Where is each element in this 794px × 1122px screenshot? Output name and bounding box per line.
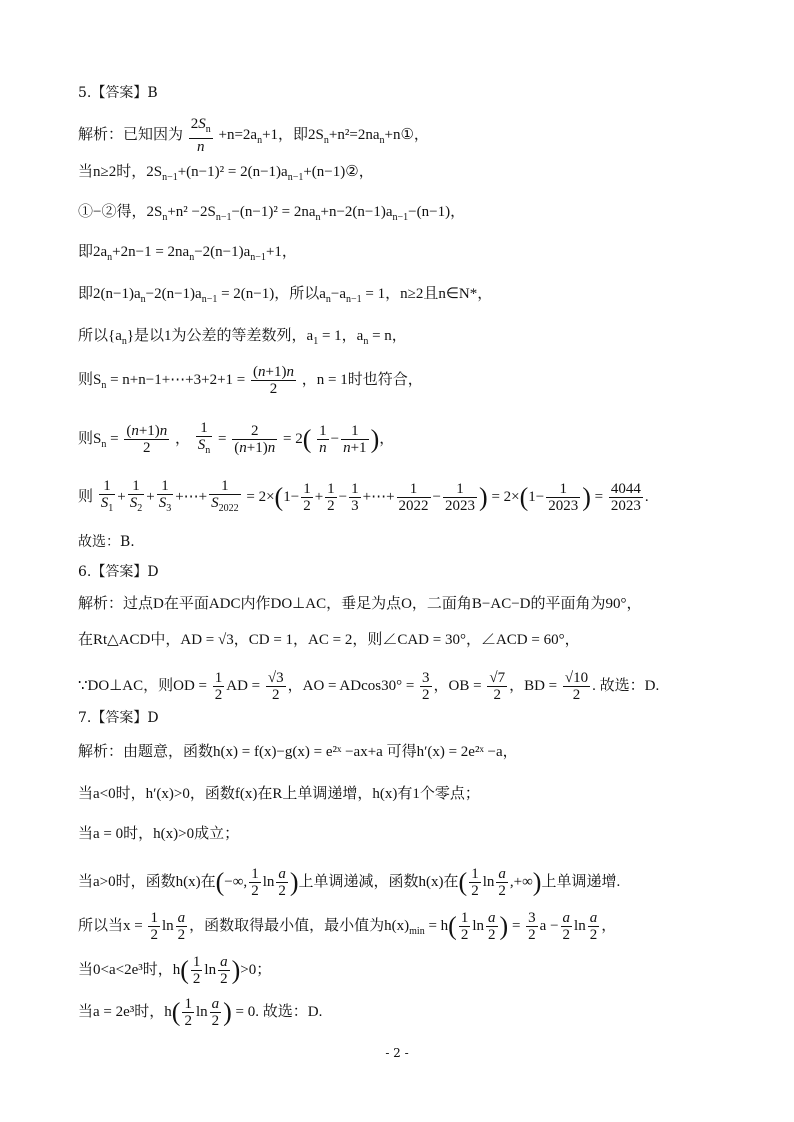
q6-line-3: ∵DO⊥AC，则OD = $\frac{1}{2}$ AD = $\frac{√3}{2}$ ，AO = ADcos30° = $\frac{3}{2}$ ，OB = $\frac{√7}{2}$ ，BD = $\frac{√10}{2}$ . 故选：D. [78, 670, 660, 703]
q5-line-8: 则$S_n$ = $\frac{(n+1)n}{2}$ ， $\frac{1}{S_n}$ = $\frac{2}{(n+1)n}$ = 2( $\frac{1}{n}$ − $\frac{1}{n+1}$ )， [78, 420, 395, 456]
q5-line-6: 所以$\{a_n\}$是以1为公差的等差数列，$a_1 = 1$，$a_n = n$， [78, 328, 407, 347]
page-number: - 2 - [385, 1046, 409, 1060]
q5-line-5: 即$2(n-1)a_n-2(n-1)a_{n-1} = 2(n-1)$，所以$a_n-a_{n-1} = 1$，n≥2且n∈N*， [78, 286, 493, 305]
q5-answer-heading: 5.【答案】B [78, 85, 158, 101]
q5-conclusion: 故选：B. [78, 534, 135, 550]
q5-line-9: 则 $\frac{1}{S_1}$ + $\frac{1}{S_2}$ + $\frac{1}{S_3}$ +⋯+ $\frac{1}{S_{2022}}$ = 2×(1− $\frac{1}{2}$ + $\frac{1}{2}$ − $\frac{1}{3}$ +⋯+ $\frac{1}{2022}$ − $\frac{1}{2023}$ ) = 2×(1− $\frac{1}{2023}$ ) = $\frac{4044}{2023}$ . [78, 478, 649, 514]
q5-line-7: 则$S_n$ = n+n−1+⋯+3+2+1 = $\frac{(n+1)n}{2}$ ，n = 1时也符合， [78, 364, 423, 397]
q7-line-1: 解析：由题意，函数h(x) = f(x)−g(x) = e²ˣ −ax+a 可得h′(x) = 2e²ˣ −a， [78, 744, 518, 760]
q7-line-3: 当a = 0时，h(x)>0成立； [78, 826, 240, 842]
q7-line-5: 所以当x = $\frac{1}{2}$ ln $\frac{a}{2}$ ，函数取得最小值，最小值为$h(x)_{min} = h$( $\frac{1}{2}$ ln $\frac{a}{2}$ ) = $\frac{3}{2}$ a − $\frac{a}{2}$ ln $\frac{a}{2}$ ， [78, 910, 617, 943]
q6-line-1: 解析：过点D在平面ADC内作DO⊥AC，垂足为点O，二面角B−AC−D的平面角为90°， [78, 596, 642, 612]
q7-line-7: 当a = 2e³时，h( $\frac{1}{2}$ ln $\frac{a}{2}$ ) = 0. 故选：D. [78, 996, 323, 1029]
q6-answer-heading: 6.【答案】D [78, 564, 159, 580]
q5-line-1: 解析：已知因为 $\frac{2S_n}{n}$ $+n=2a_n+1$，即$2S_n+n^2=2na_n+n①$， [78, 116, 429, 155]
q7-answer-heading: 7.【答案】D [78, 710, 159, 726]
q7-line-6: 当0<a<2e³时，h( $\frac{1}{2}$ ln $\frac{a}{2}$ )>0； [78, 954, 272, 987]
q5-line-3: ①−②得，$2S_n+n^2 -2S_{n-1}-(n-1)^2 = 2na_n+n-2(n-1)a_{n-1}-(n-1)$， [78, 204, 466, 223]
q7-line-4: 当a>0时，函数h(x)在(−∞, $\frac{1}{2}$ ln $\frac{a}{2}$ )上单调递减，函数h(x)在( $\frac{1}{2}$ ln $\frac{a}{2}$ ,+∞)上单调递增. [78, 866, 621, 899]
q7-line-2: 当a<0时，h′(x)>0，函数f(x)在R上单调递增，h(x)有1个零点； [78, 786, 480, 802]
q6-line-2: 在Rt△ACD中，AD = √3，CD = 1，AC = 2，则∠CAD = 30°，∠ACD = 60°， [78, 632, 580, 648]
q5-line-2: 当n≥2时，$2S_{n-1}+(n-1)^2$ = $2(n-1)a_{n-1}+(n-1)②$， [78, 164, 374, 183]
q5-line-4: 即$2a_n+2n-1 = 2na_n-2(n-1)a_{n-1}+1$， [78, 244, 297, 263]
